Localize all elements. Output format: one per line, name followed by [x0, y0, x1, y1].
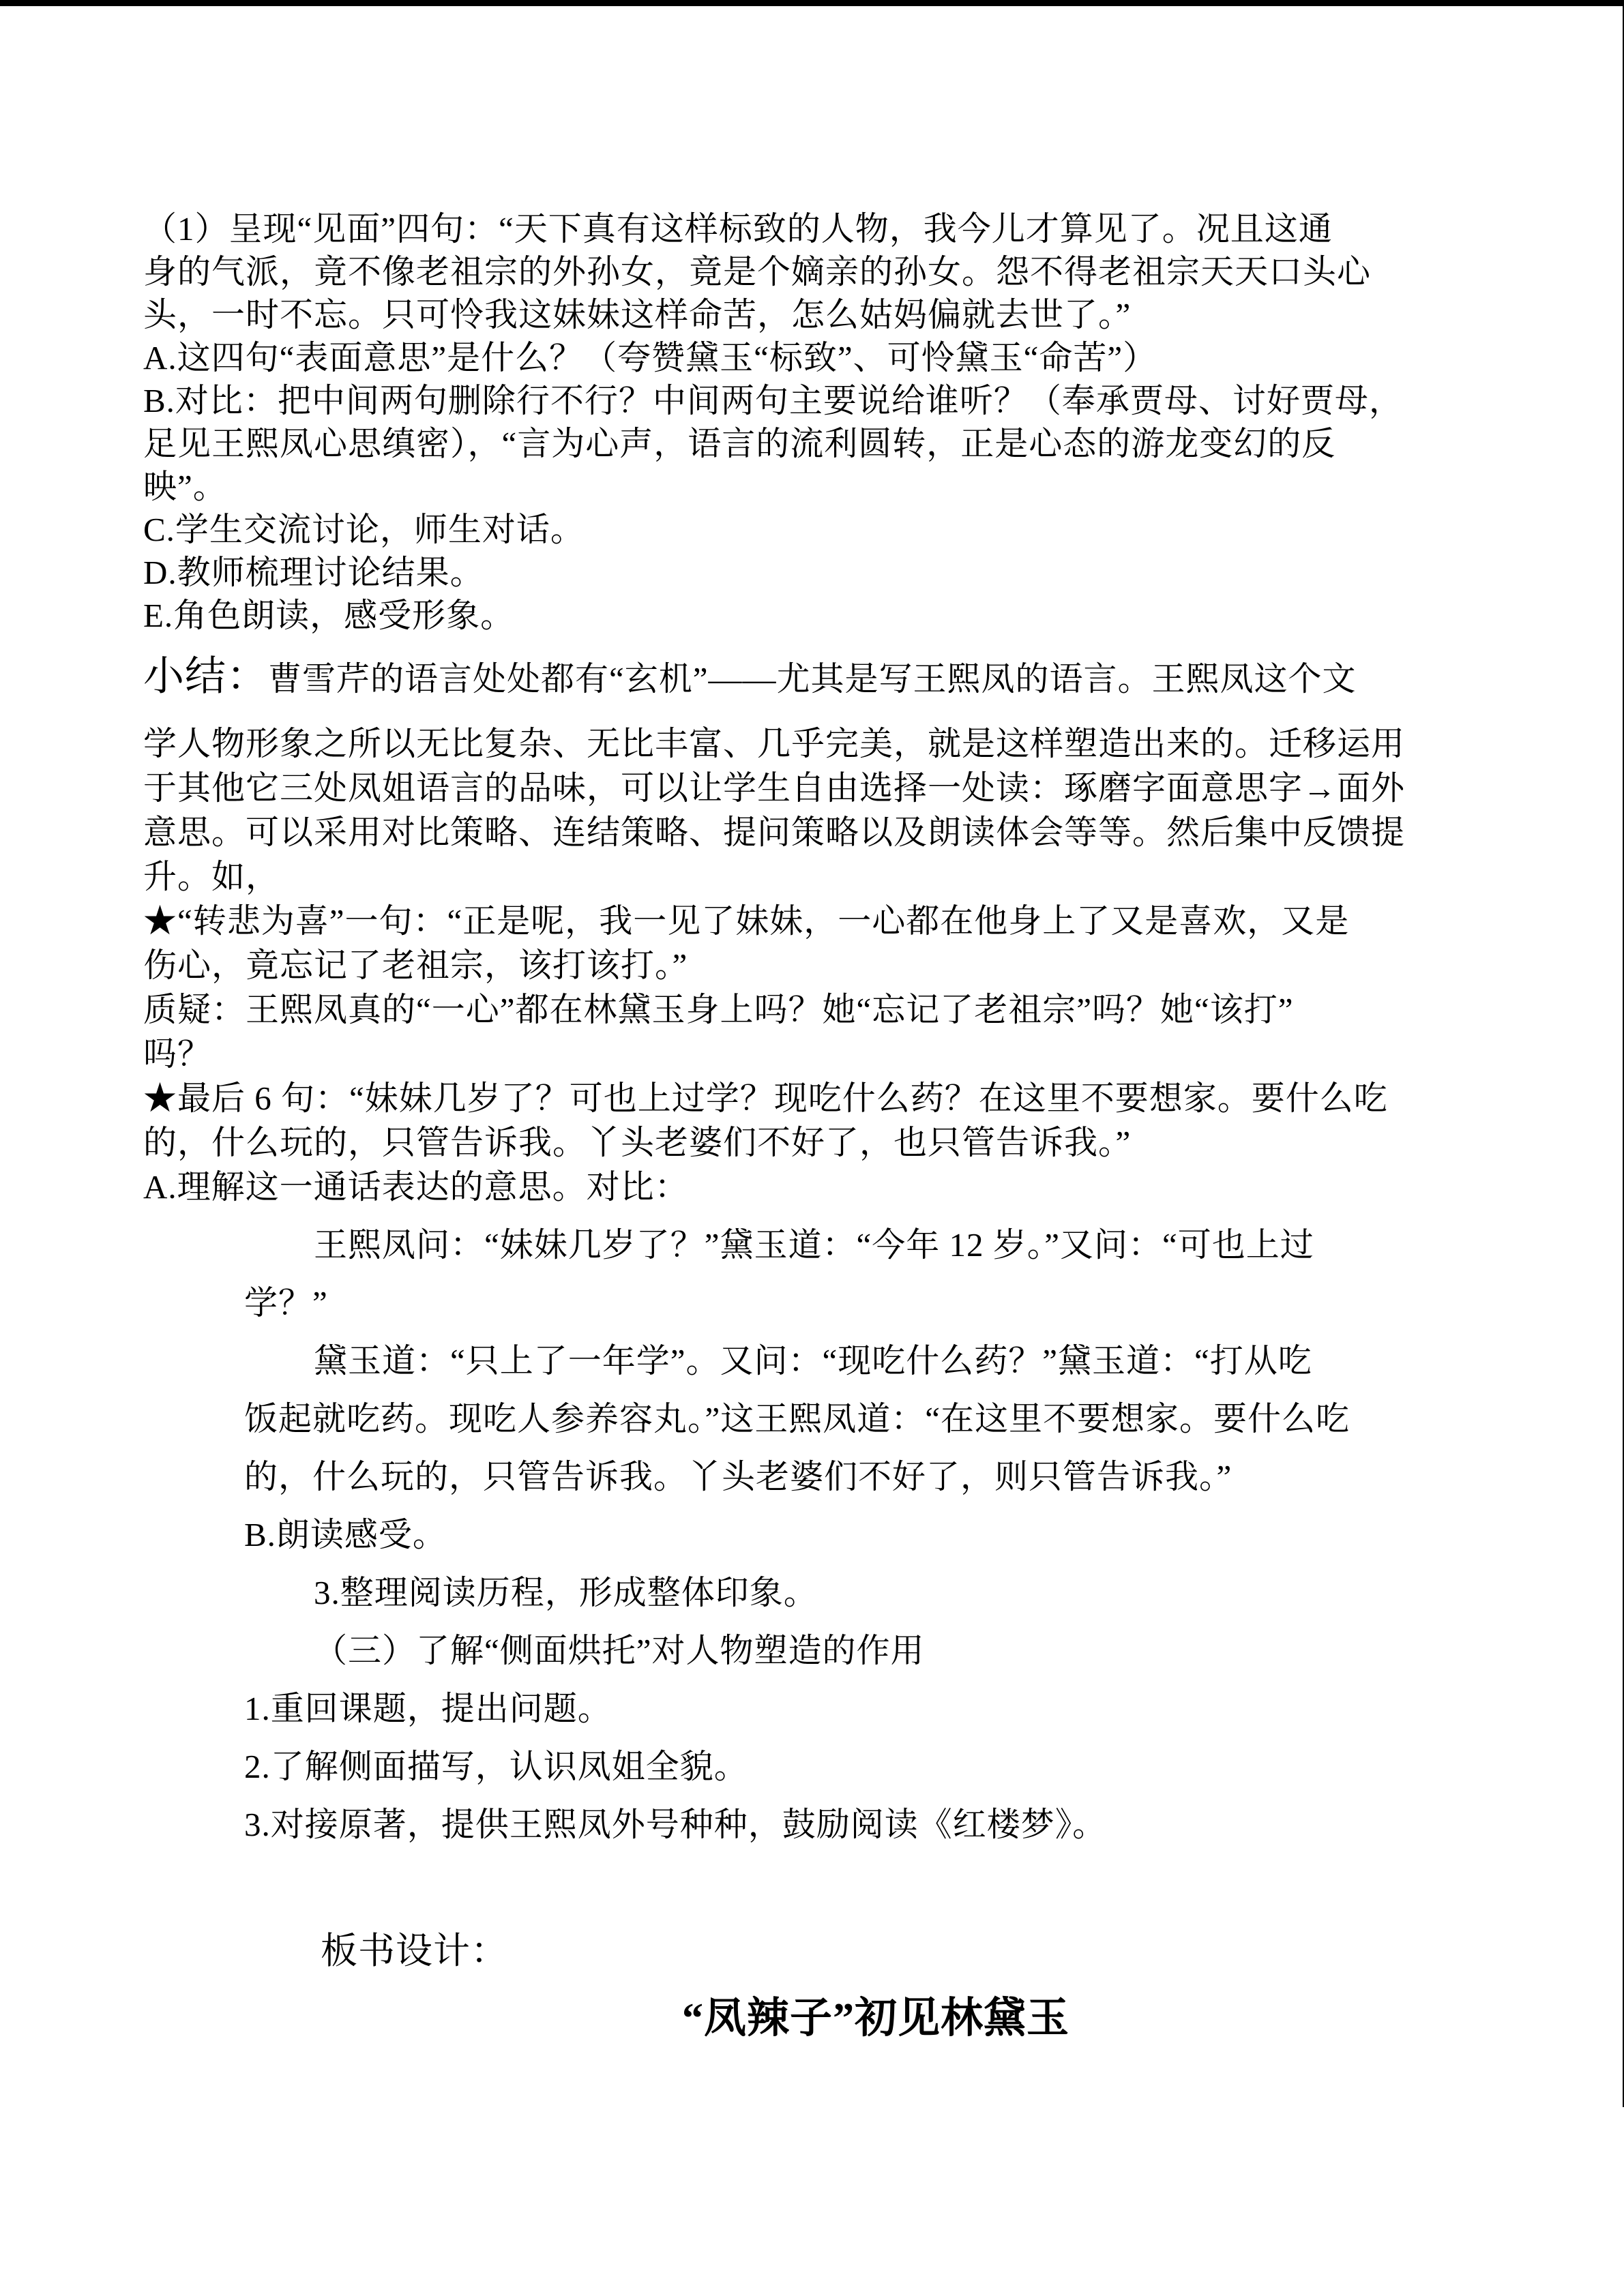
document-line: 足见王熙凤心思缜密），“言为心声，语言的流利圆转，正是心态的游龙变幻的反: [143, 425, 1336, 462]
document-line: B.对比：把中间两句删除行不行？中间两句主要说给谁听？（奉承贾母、讨好贾母，: [143, 382, 1403, 419]
document-line: 饭起就吃药。现吃人参养容丸。”这王熙凤道：“在这里不要想家。要什么吃: [244, 1400, 1350, 1437]
document-line: （1）呈现“见面”四句：“天下真有这样标致的人物，我今儿才算见了。况且这通: [143, 210, 1333, 248]
summary-label: 小结：: [143, 654, 268, 699]
document-line: ★最后 6 句：“妹妹几岁了？可也上过学？现吃什么药？在这里不要想家。要什么吃: [143, 1079, 1388, 1117]
document-line: 1.重回课题，提出问题。: [244, 1690, 612, 1727]
document-line: 头，一时不忘。只可怜我这妹妹这样命苦，怎么姑妈偏就去世了。”: [143, 296, 1132, 333]
document-line: 身的气派，竟不像老祖宗的外孙女，竟是个嫡亲的孙女。怨不得老祖宗天天口头心: [143, 253, 1372, 290]
document-line: 3.对接原著，提供王熙凤外号种种，鼓励阅读《红楼梦》。: [244, 1806, 1107, 1843]
scan-artifact-top-bar: [0, 0, 1624, 6]
document-line: 意思。可以采用对比策略、连结策略、提问策略以及朗读体会等等。然后集中反馈提: [143, 814, 1406, 851]
document-line: （三）了解“侧面烘托”对人物塑造的作用: [314, 1632, 925, 1669]
document-line: 王熙凤问：“妹妹几岁了？”黛玉道：“今年 12 岁。”又问：“可也上过: [314, 1226, 1314, 1264]
document-line: 吗？: [143, 1035, 212, 1073]
document-line: 3.整理阅读历程，形成整体印象。: [314, 1574, 818, 1611]
board-design-heading: 板书设计：: [321, 1930, 508, 1971]
document-content: [143, 207, 1535, 2046]
document-line: E.角色朗读，感受形象。: [143, 597, 515, 634]
document-line: 的，什么玩的，只管告诉我。丫头老婆们不好了，则只管告诉我。”: [244, 1458, 1232, 1495]
summary-line: [143, 652, 1535, 704]
document-line: C.学生交流讨论，师生对话。: [143, 511, 585, 548]
document-line: A.这四句“表面意思”是什么？（夸赞黛玉“标致”、可怜黛玉“命苦”）: [143, 339, 1157, 376]
document-line: D.教师梳理讨论结果。: [143, 554, 484, 591]
document-line: B.朗读感受。: [244, 1516, 447, 1553]
document-line: 映”。: [143, 468, 227, 505]
document-line: 于其他它三处凤姐语言的品味，可以让学生自由选择一处读：琢磨字面意思字→面外: [143, 769, 1406, 807]
document-line: 2.了解侧面描写，认识凤姐全貌。: [244, 1748, 748, 1785]
lesson-title: “凤辣子”初见林黛玉: [682, 1995, 1070, 2042]
document-line: 学人物形象之所以无比复杂、无比丰富、几乎完美，就是这样塑造出来的。迁移运用: [143, 725, 1406, 762]
document-line: 伤心，竟忘记了老祖宗，该打该打。”: [143, 946, 688, 984]
document-line: 学？”: [244, 1284, 328, 1322]
document-line: 升。如，: [143, 858, 280, 895]
document-line: ★“转悲为喜”一句：“正是呢，我一见了妹妹，一心都在他身上了又是喜欢，又是: [143, 902, 1350, 940]
document-line: A.理解这一通话表达的意思。对比：: [143, 1168, 689, 1206]
summary-text: 曹雪芹的语言处处都有“玄机”——尤其是写王熙凤的语言。王熙凤这个文: [268, 660, 1357, 698]
document-line: 质疑：王熙凤真的“一心”都在林黛玉身上吗？她“忘记了老祖宗”吗？她“该打”: [143, 991, 1294, 1028]
document-line: 的，什么玩的，只管告诉我。丫头老婆们不好了，也只管告诉我。”: [143, 1124, 1132, 1161]
document-line: 黛玉道：“只上了一年学”。又问：“现吃什么药？”黛玉道：“打从吃: [314, 1342, 1312, 1380]
